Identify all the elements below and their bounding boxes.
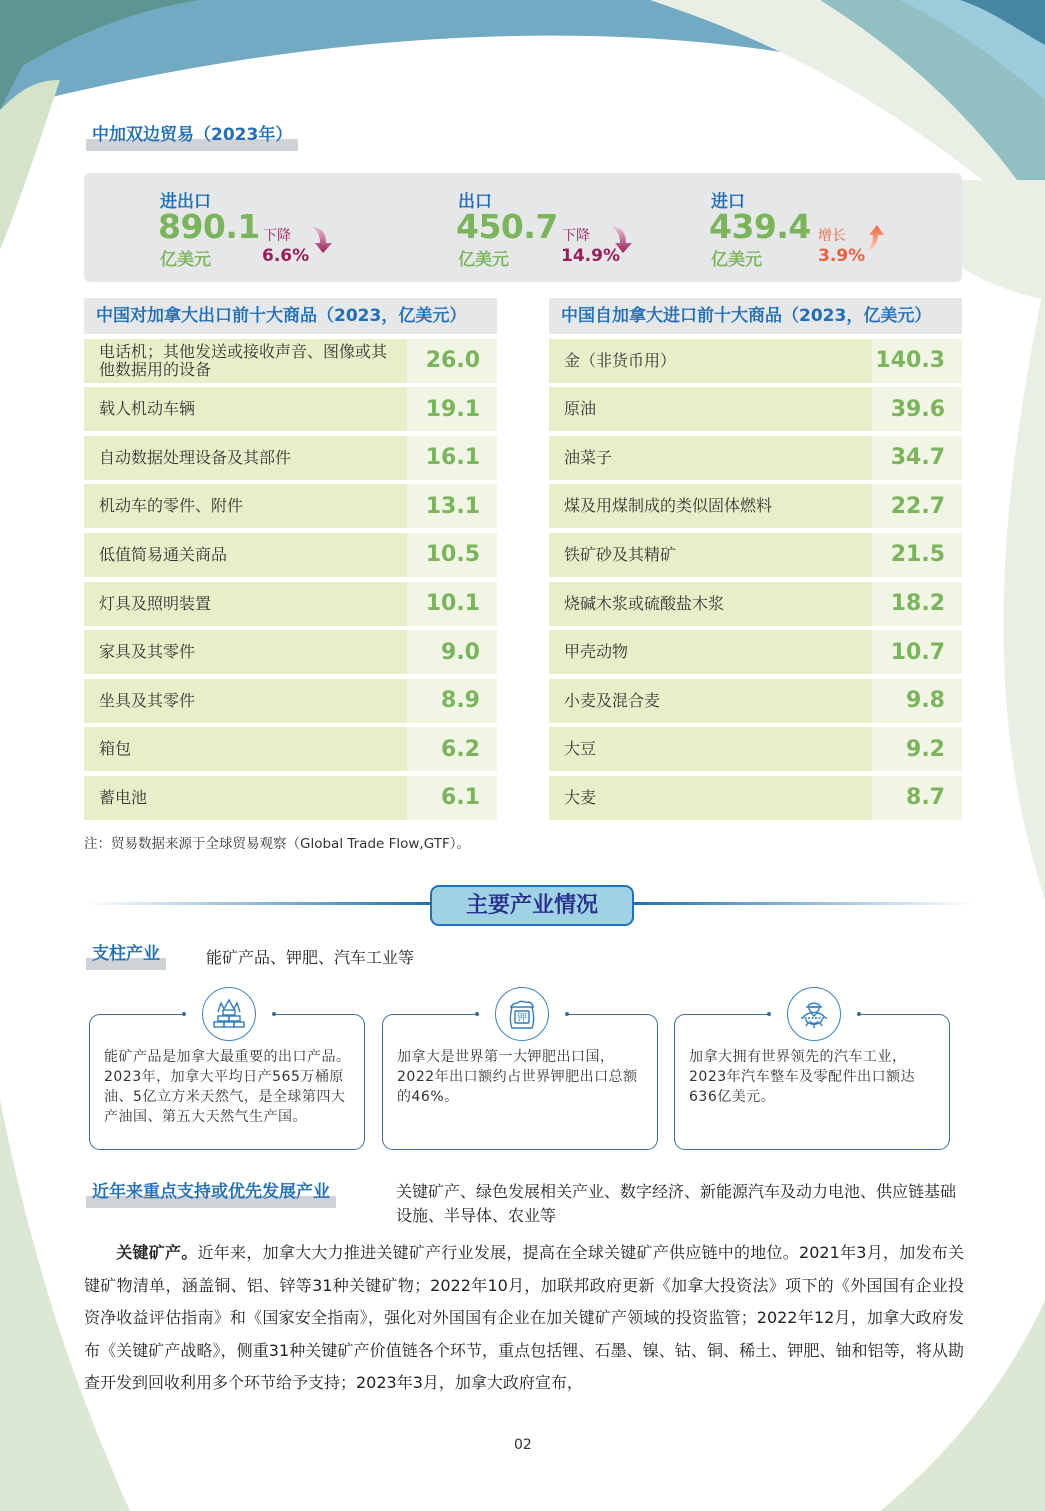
gold-bars-icon xyxy=(202,987,256,1041)
table-row xyxy=(84,582,497,626)
data-source-note: 注：贸易数据来源于全球贸易观察（Global Trade Flow,GTF）。 xyxy=(84,836,470,852)
border-dot xyxy=(272,1012,276,1016)
commodity-name: 金（非货币用） xyxy=(549,339,872,383)
border-dot xyxy=(857,1012,861,1016)
commodity-name: 大麦 xyxy=(549,776,872,820)
commodity-value: 10.1 xyxy=(407,582,497,626)
table-row xyxy=(549,679,962,723)
commodity-name: 低值简易通关商品 xyxy=(84,533,407,577)
summary-unit: 亿美元 xyxy=(711,250,762,270)
summary-percent: 6.6% xyxy=(262,246,310,266)
commodity-value: 10.5 xyxy=(407,533,497,577)
commodity-name: 家具及其零件 xyxy=(84,630,407,674)
table-row xyxy=(549,630,962,674)
commodity-value: 18.2 xyxy=(872,582,962,626)
arrow-down-icon xyxy=(610,225,636,255)
table-row xyxy=(84,339,497,383)
commodity-value: 8.7 xyxy=(872,776,962,820)
priority-industry-label: 近年来重点支持或优先发展产业 xyxy=(86,1181,336,1203)
commodity-name: 小麦及混合麦 xyxy=(549,679,872,723)
commodity-value: 6.1 xyxy=(407,776,497,820)
summary-percent: 14.9% xyxy=(561,246,620,266)
banner-divider-right xyxy=(634,902,974,905)
summary-value: 450.7 xyxy=(456,207,558,246)
summary-label: 进口 xyxy=(711,192,745,212)
border-dot xyxy=(767,1012,771,1016)
priority-industry-desc: 关键矿产、绿色发展相关产业、数字经济、新能源汽车及动力电池、供应链基础设施、半导体、农业等 xyxy=(396,1182,957,1225)
table-row xyxy=(84,679,497,723)
commodity-value: 6.2 xyxy=(407,727,497,771)
table-header: 中国对加拿大出口前十大商品（2023，亿美元） xyxy=(84,298,497,334)
summary-value: 439.4 xyxy=(709,207,811,246)
commodity-name: 煤及用煤制成的类似固体燃料 xyxy=(549,484,872,528)
commodity-name: 蓄电池 xyxy=(84,776,407,820)
commodity-value: 21.5 xyxy=(872,533,962,577)
commodity-value: 9.8 xyxy=(872,679,962,723)
pillar-industry-desc: 能矿产品、钾肥、汽车工业等 xyxy=(206,948,415,967)
table-row xyxy=(84,436,497,480)
summary-value: 890.1 xyxy=(158,207,260,246)
commodity-name: 灯具及照明装置 xyxy=(84,582,407,626)
potash-sack-icon xyxy=(495,987,549,1041)
summary-percent: 3.9% xyxy=(818,246,866,266)
page-number: 02 xyxy=(514,1437,532,1453)
commodity-value: 16.1 xyxy=(407,436,497,480)
critical-minerals-paragraph xyxy=(84,1237,964,1400)
table-row xyxy=(549,387,962,431)
trade-summary-panel xyxy=(84,173,962,282)
pillar-industry-label: 支柱产业 xyxy=(86,943,166,965)
commodity-value: 19.1 xyxy=(407,387,497,431)
export-top10-table xyxy=(84,298,497,820)
border-dot xyxy=(475,1012,479,1016)
summary-label: 出口 xyxy=(458,192,492,212)
table-row xyxy=(549,436,962,480)
table-row xyxy=(84,387,497,431)
section-banner: 主要产业情况 xyxy=(430,885,634,926)
commodity-name: 油菜子 xyxy=(549,436,872,480)
trade-section-title: 中加双边贸易（2023年） xyxy=(86,124,298,146)
commodity-value: 26.0 xyxy=(407,339,497,383)
commodity-name: 机动车的零件、附件 xyxy=(84,484,407,528)
summary-direction: 增长 xyxy=(818,228,846,244)
summary-label: 进出口 xyxy=(160,192,211,212)
paragraph-body: 近年来，加拿大大力推进关键矿产行业发展，提高在全球关键矿产供应链中的地位。2021年3月，加发布关键矿物清单，涵盖铜、铝、锌等31种关键矿物；2022年10月，加联邦政府更新《加拿大投资法》项下的《外国国有企业投资净收益评估指南》和《国家安全指南》，强化对外国国有企业在加关键矿产领域的投资监管；2022年12月，加拿大政府发布《关键矿产战略》，侧重31种关键矿产价值链各个环节，重点包括锂、石墨、镍、钴、铜、稀土、钾肥、铀和铝等，将从勘查开发到回收利用多个环节给予支持；2023年3月，加拿大政府宣布， xyxy=(84,1243,964,1393)
table-row xyxy=(84,727,497,771)
table-row xyxy=(549,339,962,383)
svg-text:钾: 钾 xyxy=(517,1013,527,1024)
commodity-value: 9.2 xyxy=(872,727,962,771)
summary-unit: 亿美元 xyxy=(458,250,509,270)
banner-divider-left xyxy=(85,902,430,905)
commodity-name: 大豆 xyxy=(549,727,872,771)
table-row xyxy=(549,533,962,577)
engineer-gear-icon xyxy=(787,987,841,1041)
arrow-down-icon xyxy=(310,225,336,255)
commodity-value: 9.0 xyxy=(407,630,497,674)
summary-direction: 下降 xyxy=(562,228,590,244)
commodity-value: 8.9 xyxy=(407,679,497,723)
table-row xyxy=(549,582,962,626)
summary-direction: 下降 xyxy=(263,228,291,244)
summary-unit: 亿美元 xyxy=(160,250,211,270)
table-row xyxy=(84,533,497,577)
commodity-name: 坐具及其零件 xyxy=(84,679,407,723)
commodity-value: 34.7 xyxy=(872,436,962,480)
border-dot xyxy=(565,1012,569,1016)
commodity-name: 烧碱木浆或硫酸盐木浆 xyxy=(549,582,872,626)
commodity-name: 箱包 xyxy=(84,727,407,771)
border-dot xyxy=(182,1012,186,1016)
table-row xyxy=(84,484,497,528)
commodity-name: 铁矿砂及其精矿 xyxy=(549,533,872,577)
table-header: 中国自加拿大进口前十大商品（2023，亿美元） xyxy=(549,298,962,334)
commodity-name: 甲壳动物 xyxy=(549,630,872,674)
commodity-value: 13.1 xyxy=(407,484,497,528)
commodity-value: 39.6 xyxy=(872,387,962,431)
card-text: 加拿大拥有世界领先的汽车工业，2023年汽车整车及零配件出口额达636亿美元。 xyxy=(689,1049,916,1105)
commodity-value: 10.7 xyxy=(872,630,962,674)
card-text: 能矿产品是加拿大最重要的出口产品。2023年，加拿大平均日产565万桶原油、5亿立方米天然气，是全球第四大产油国、第五大天然气生产国。 xyxy=(104,1049,351,1125)
commodity-name: 自动数据处理设备及其部件 xyxy=(84,436,407,480)
table-row xyxy=(84,630,497,674)
table-row xyxy=(549,484,962,528)
commodity-name: 载人机动车辆 xyxy=(84,387,407,431)
table-row xyxy=(549,727,962,771)
table-row xyxy=(549,776,962,820)
paragraph-lead: 关键矿产。 xyxy=(116,1243,198,1262)
commodity-value: 140.3 xyxy=(872,339,962,383)
arrow-up-icon xyxy=(863,223,889,253)
commodity-name: 原油 xyxy=(549,387,872,431)
table-row xyxy=(84,776,497,820)
commodity-value: 22.7 xyxy=(872,484,962,528)
card-text: 加拿大是世界第一大钾肥出口国，2022年出口额约占世界钾肥出口总额的46%。 xyxy=(397,1049,638,1105)
import-top10-table xyxy=(549,298,962,820)
commodity-name: 电话机；其他发送或接收声音、图像或其他数据用的设备 xyxy=(84,339,407,383)
